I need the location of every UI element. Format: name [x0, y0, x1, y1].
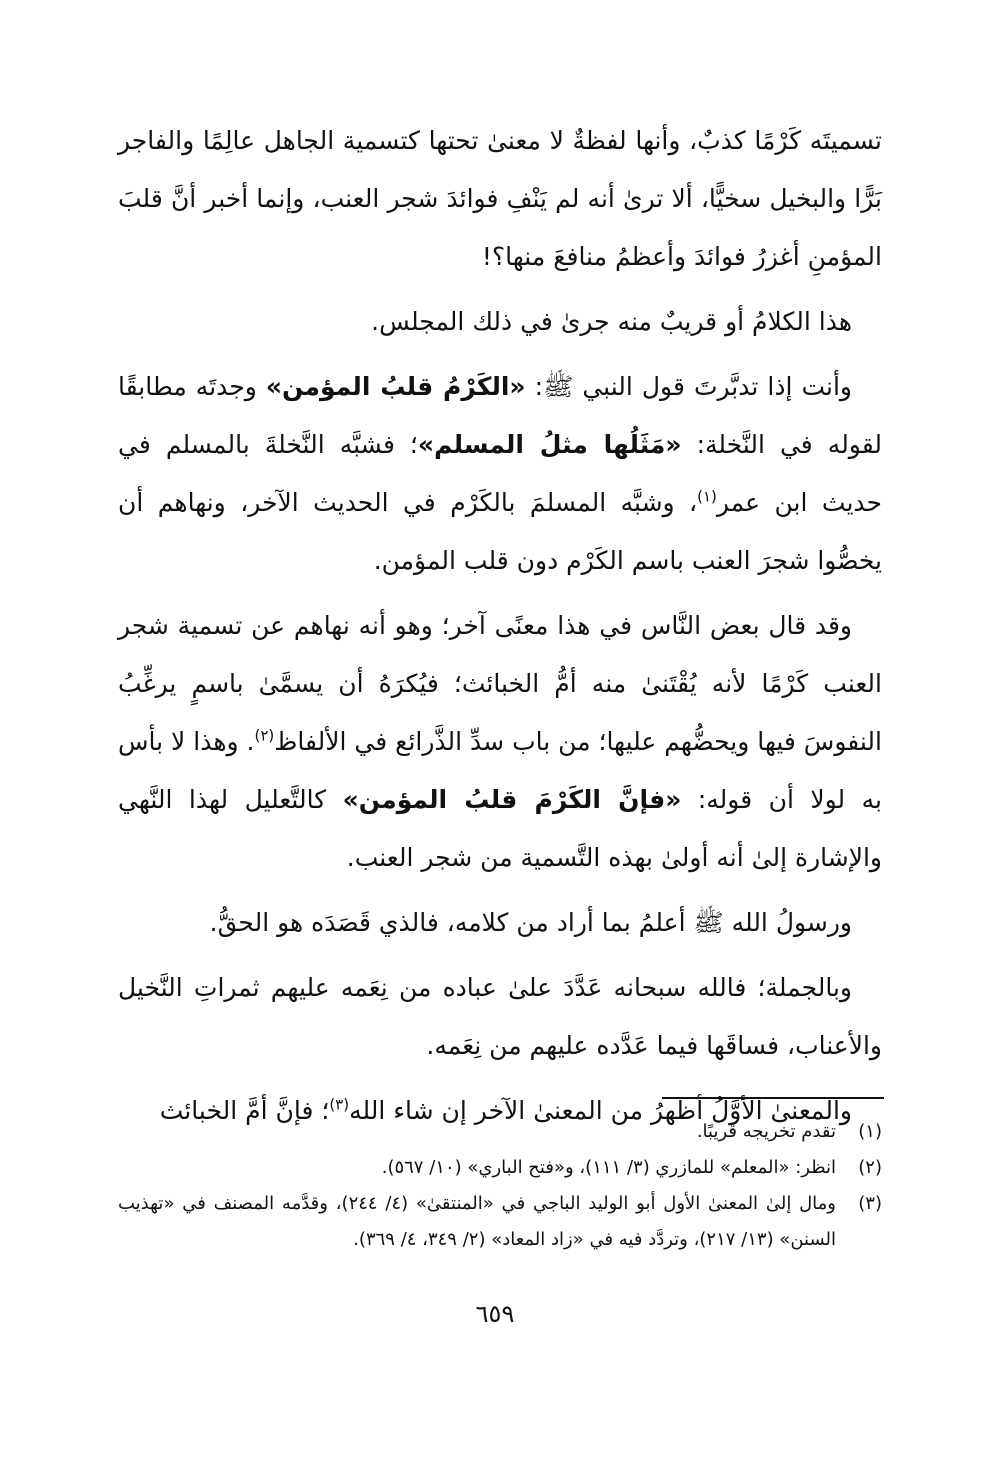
- paragraph-2-text: هذا الكلامُ أو قريبٌ منه جرىٰ في ذلك المجلس.: [371, 307, 852, 336]
- paragraph-1: [118, 112, 882, 286]
- paragraph-4: [118, 597, 882, 887]
- footnote-text: انظر: «المعلم» للمازري (٣/ ١١١)، و«فتح الباري» (١٠/ ٥٦٧).: [381, 1157, 836, 1178]
- footnote-ref-2[interactable]: (٢): [254, 726, 275, 745]
- paragraph-5: [118, 894, 882, 952]
- paragraph-4-text-c: . وهذا لا بأس به لولا أن قوله:: [118, 727, 882, 814]
- paragraph-3-text-g: ، وشبَّه المسلمَ بالكَرْم في الحديث الآخر، ونهاهم أن يخصُّوا شجرَ العنب باسم الكَرْم دون قلب المؤمن.: [118, 488, 882, 575]
- paragraph-4-text-a: وقد قال بعض النَّاس في هذا معنًى آخر؛ وهو أنه نهاهم عن تسمية شجر العنب كَرْمًا لأنه يُقْتَنىٰ منه أمُّ الخبائث؛ فيُكرَهُ أن يسمَّىٰ باسمٍ يرغِّبُ النفوسَ فيها ويحضُّهم عليها؛ من باب سدِّ الذَّرائع في الألفاظ: [118, 611, 882, 756]
- main-text: [118, 112, 882, 1147]
- paragraph-3: [118, 358, 882, 590]
- hadith-quote-inna-karm: «فإنَّ الكَرْمَ قلبُ المؤمن»: [342, 785, 682, 814]
- page-number: ٦٥٩: [475, 1300, 515, 1328]
- paragraph-4-text-e: كالتَّعليل لهذا النَّهي والإشارة إلىٰ أنه أولىٰ بهذه التَّسمية من شجر العنب.: [118, 785, 882, 872]
- paragraph-3-text-a: وأنت إذا تدبَّرتَ قول النبي ﷺ:: [525, 372, 852, 401]
- footnote-number: (١): [858, 1121, 882, 1142]
- footnote-number: (٣): [858, 1193, 882, 1214]
- footnote-1: [118, 1114, 882, 1150]
- footnotes: [118, 1114, 882, 1258]
- paragraph-6: [118, 959, 882, 1075]
- paragraph-5-text: ورسولُ الله ﷺ أعلمُ بما أراد من كلامه، فالذي قَصَدَه هو الحقُّ.: [209, 908, 852, 937]
- paragraph-2: [118, 293, 882, 351]
- paragraph-1-text: تسميتَه كَرْمًا كذبٌ، وأنها لفظةٌ لا معنىٰ تحتها كتسمية الجاهل عالِمًا والفاجر بَرًّا والبخيل سخيًّا، ألا ترىٰ أنه لم يَنْفِ فوائدَ شجر العنب، وإنما أخبر أنَّ قلبَ المؤمنِ أغزرُ فوائدَ وأعظمُ منافعَ منها؟!: [118, 126, 882, 271]
- paragraph-7-text-a: والمعنىٰ الأوَّلُ أظهرُ من المعنىٰ الآخر إن شاء الله: [349, 1096, 852, 1125]
- paragraph-6-text: وبالجملة؛ فالله سبحانه عَدَّدَ علىٰ عباده من نِعَمه عليهم ثمراتِ النَّخيل والأعناب، فساقَها فيما عَدَّده عليهم من نِعَمه.: [118, 973, 882, 1060]
- footnote-text: ومال إلىٰ المعنىٰ الأول أبو الوليد الباجي في «المنتقىٰ» (٤/ ٢٤٤)، وقدَّمه المصنف في «تهذيب السنن» (١٣/ ٢١٧)، وتردَّد فيه في «زاد المعاد» (٢/ ٣٤٩، ٤/ ٣٦٩).: [118, 1193, 836, 1250]
- footnote-number: (٢): [858, 1157, 882, 1178]
- footnote-2: [118, 1150, 882, 1186]
- footnote-ref-3[interactable]: (٣): [329, 1095, 350, 1114]
- hadith-quote-karm: «الكَرْمُ قلبُ المؤمن»: [265, 372, 526, 401]
- paragraph-3-text-c: وجدتَه مطابقًا لقوله في النَّخلة:: [118, 372, 882, 459]
- footnote-text: تقدم تخريجه قريبًا.: [696, 1121, 836, 1142]
- footnote-ref-1[interactable]: (١): [697, 487, 717, 506]
- footnote-3: [118, 1186, 882, 1258]
- paragraph-7-text-c: ؛ فإنَّ أمَّ الخبائث: [159, 1096, 330, 1125]
- footnote-divider: [662, 1097, 884, 1099]
- hadith-quote-palm: «مَثَلُها مثلُ المسلم»: [417, 430, 682, 459]
- paragraph-3-text-e: ؛ فشبَّه النَّخلةَ بالمسلم في حديث ابن عمر: [118, 430, 882, 517]
